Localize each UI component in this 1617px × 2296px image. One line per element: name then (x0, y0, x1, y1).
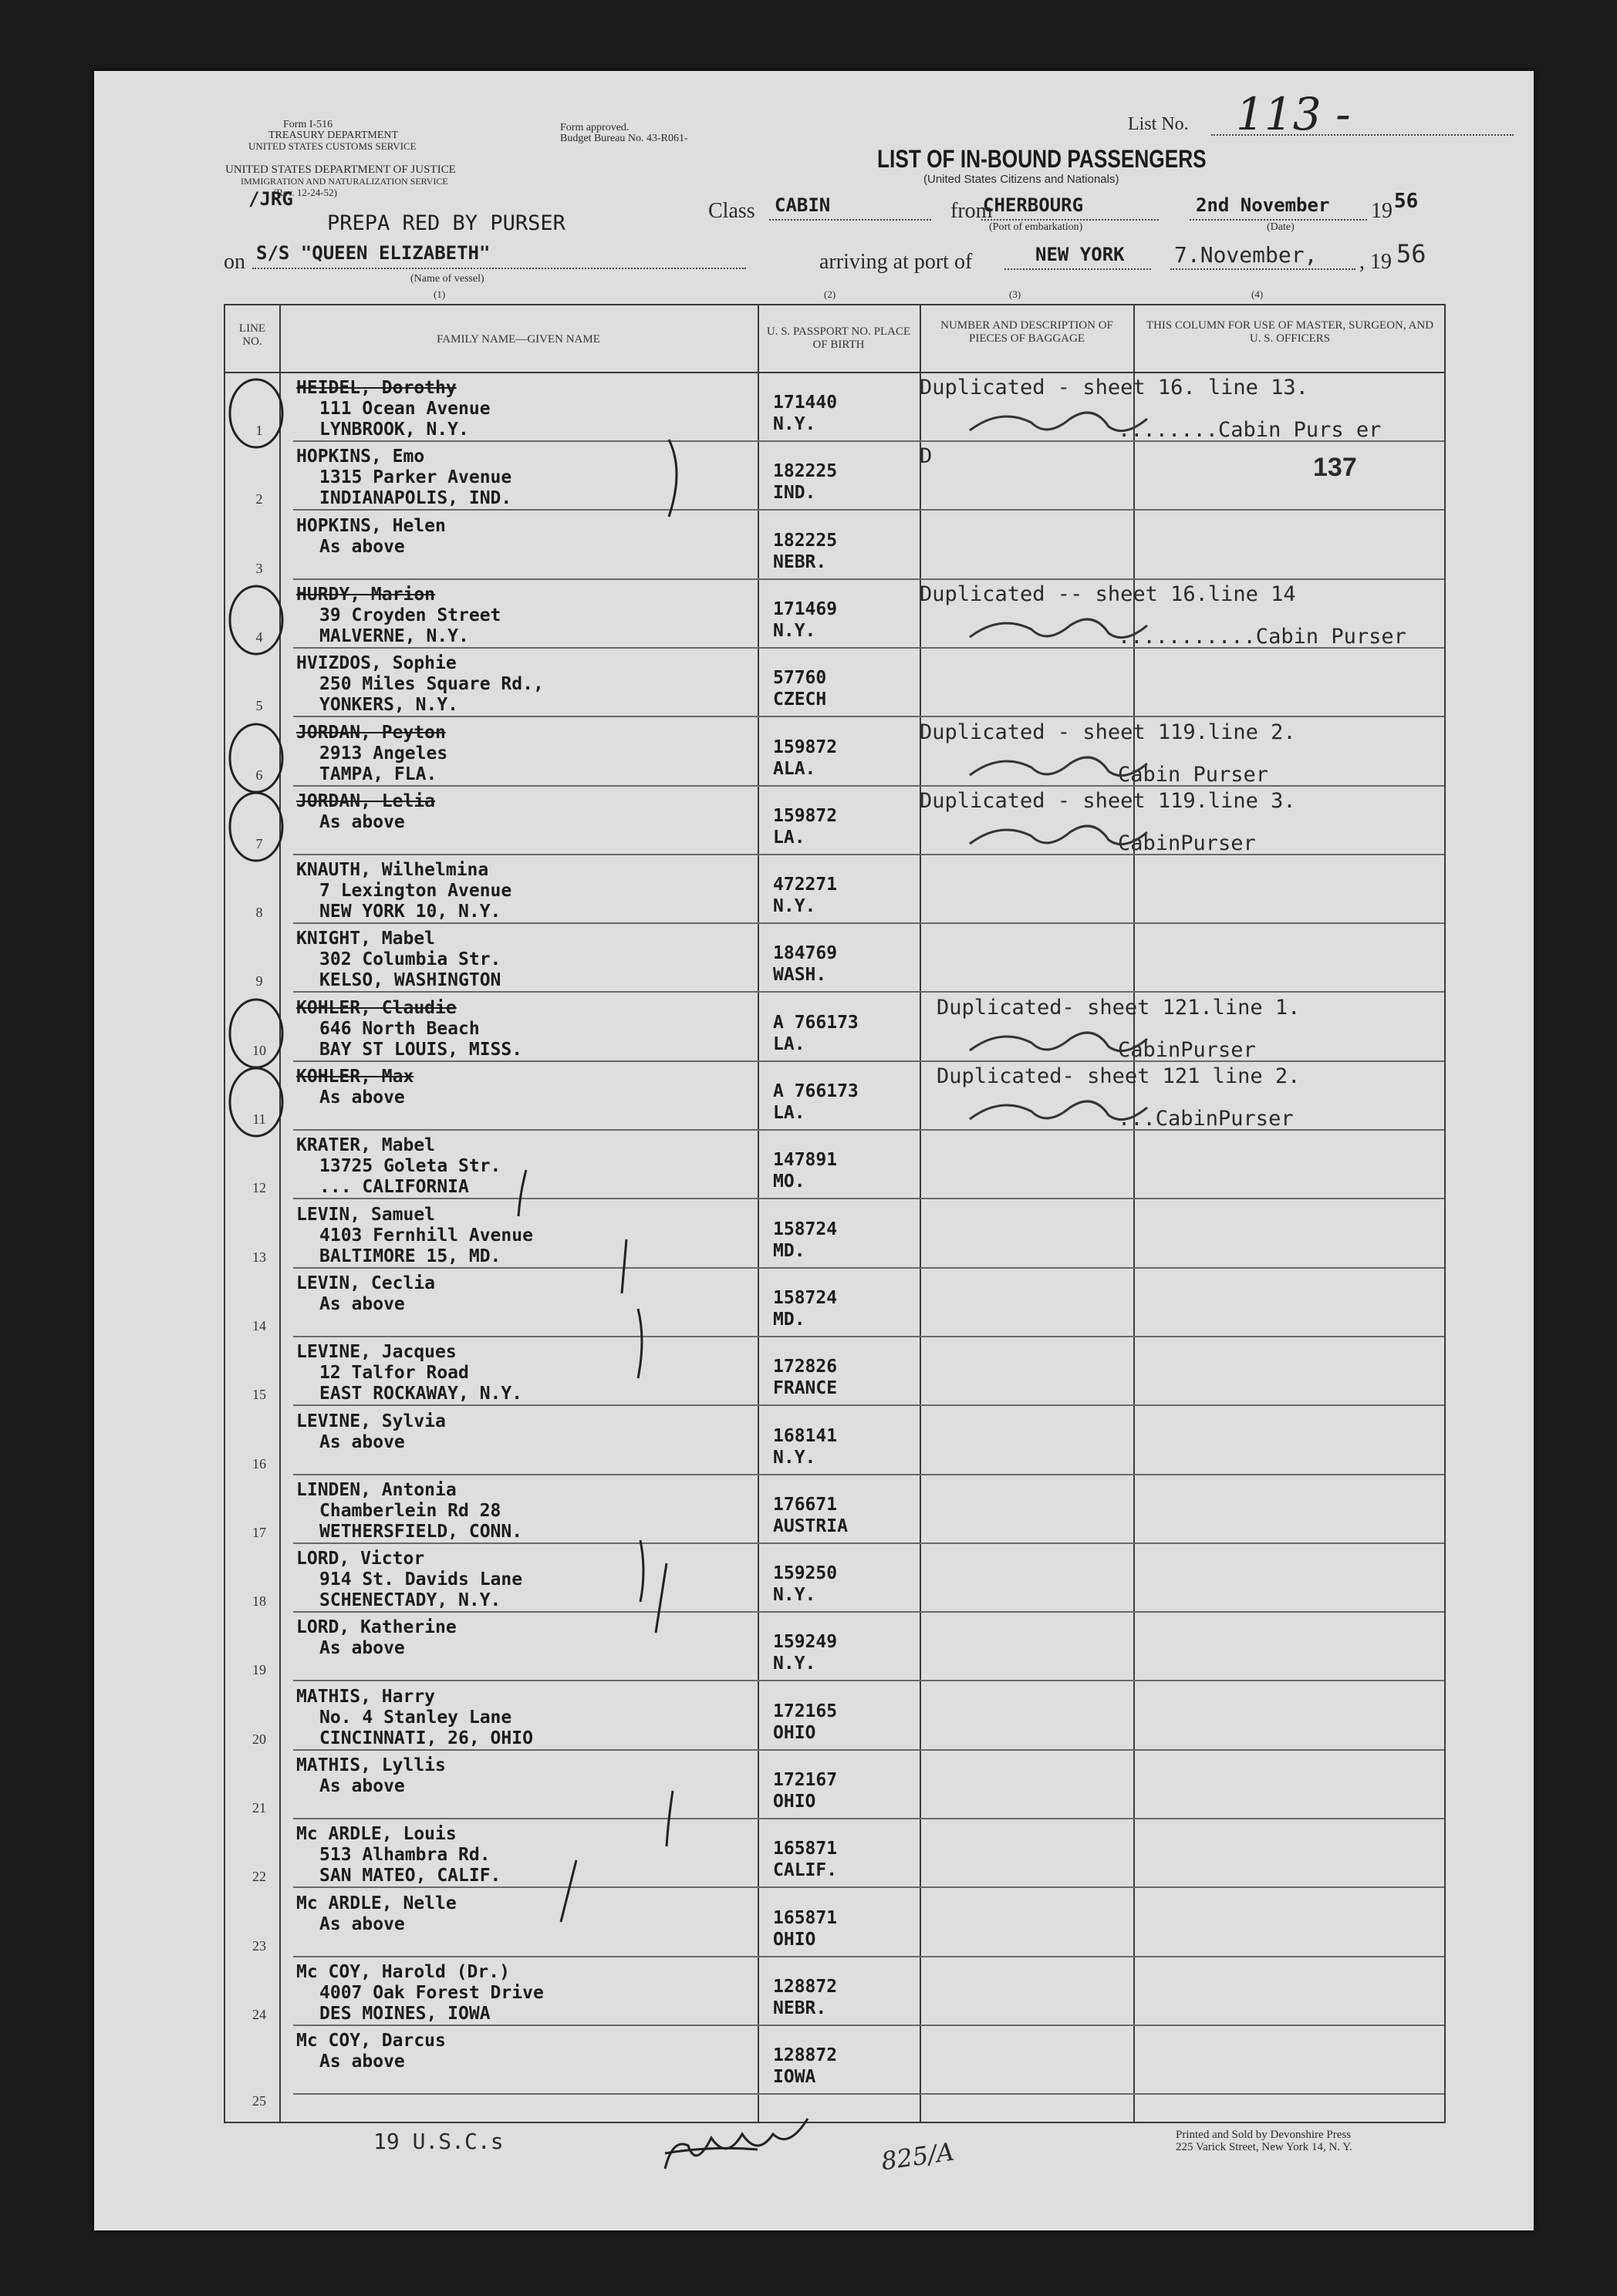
place-of-birth: WASH. (773, 965, 827, 986)
citizen-count: 19 U.S.C.s (373, 2129, 504, 2154)
class-label: Class (708, 199, 755, 223)
line-number-25: 25 (252, 2093, 266, 2109)
class-value: CABIN (775, 194, 831, 216)
place-of-birth: LA. (773, 1103, 805, 1123)
purser-signature-note: ...CabinPurser (1118, 1107, 1294, 1131)
address-line: 4103 Fernhill Avenue (319, 1225, 533, 1246)
city-line: BAY ST LOUIS, MISS. (319, 1039, 523, 1060)
duplicate-note: Duplicated- sheet 121.line 1. (937, 995, 1301, 1020)
place-of-birth: N.Y. (773, 896, 816, 917)
family-given-name: MATHIS, Lyllis (296, 1755, 446, 1775)
ins: IMMIGRATION AND NATURALIZATION SERVICE (241, 176, 448, 187)
family-given-name: MATHIS, Harry (296, 1686, 436, 1707)
city-line: BALTIMORE 15, MD. (319, 1246, 501, 1266)
line-number: 6 (255, 767, 263, 783)
city-line: NEW YORK 10, N.Y. (319, 902, 501, 922)
purser-signature-note: 137 (1313, 453, 1357, 483)
city-line: LYNBROOK, N.Y. (319, 420, 469, 440)
passport-number: A 766173 (773, 1012, 859, 1033)
place-of-birth: ALA. (773, 758, 816, 779)
city-line: DES MOINES, IOWA (319, 2003, 491, 2024)
place-of-birth: LA. (773, 827, 805, 848)
address-line: 914 St. Davids Lane (319, 1569, 523, 1590)
address-line: As above (319, 536, 405, 557)
family-given-name: LORD, Victor (296, 1549, 425, 1569)
address-line: As above (319, 1913, 405, 1934)
line-number: 8 (255, 905, 263, 921)
passport-number: 171469 (773, 598, 838, 619)
place-of-birth: MD. (773, 1240, 805, 1261)
initials: /JRG (248, 188, 293, 210)
place-of-birth: IOWA (773, 2067, 816, 2088)
from-label: from (950, 199, 993, 223)
customs-service: UNITED STATES CUSTOMS SERVICE (248, 140, 417, 152)
city-line: EAST ROCKAWAY, N.Y. (319, 1384, 523, 1404)
city-line: CINCINNATI, 26, OHIO (319, 1728, 533, 1748)
date-year: 56 (1394, 190, 1419, 213)
address-line: 13725 Goleta Str. (319, 1156, 501, 1177)
place-of-birth: N.Y. (773, 620, 816, 641)
place-of-birth: FRANCE (773, 1378, 838, 1399)
place-of-birth: CALIF. (773, 1860, 838, 1881)
initials-scribble (665, 2119, 808, 2169)
family-given-name: LORD, Katherine (296, 1617, 457, 1638)
passenger-list-page (94, 71, 1534, 2230)
arriving-label: arriving at port of (819, 250, 973, 274)
line-number: 1 (255, 423, 263, 438)
place-of-birth: IND. (773, 483, 816, 504)
prepared-by: PREPA RED BY PURSER (327, 211, 565, 235)
line-number: 10 (252, 1042, 266, 1058)
line-number: 13 (252, 1249, 266, 1265)
family-given-name: HVIZDOS, Sophie (296, 653, 457, 674)
header-line-no: LINE NO. (238, 322, 266, 348)
passport-number: 168141 (773, 1425, 838, 1446)
place-of-birth: CZECH (773, 689, 827, 710)
passport-number: 159250 (773, 1563, 838, 1584)
line-number: 15 (252, 1387, 266, 1403)
city-line: ... CALIFORNIA (319, 1177, 469, 1198)
form-number: Form I-516 (283, 119, 333, 130)
address-line: No. 4 Stanley Lane (319, 1707, 512, 1728)
address-line: As above (319, 2052, 405, 2072)
duplicate-note: Duplicated- sheet 121 line 2. (937, 1064, 1301, 1088)
passport-number: 57760 (773, 668, 827, 689)
col2-caption: (2) (824, 288, 836, 300)
line-number: 23 (252, 1937, 266, 1954)
duplicate-note: Duplicated - sheet 16. line 13. (920, 376, 1308, 400)
address-line: 4007 Oak Forest Drive (319, 1982, 544, 2003)
list-title: LIST OF IN-BOUND PASSENGERS (877, 145, 1207, 173)
address-line: 646 North Beach (319, 1018, 480, 1039)
family-given-name: Mc ARDLE, Nelle (296, 1893, 457, 1913)
passport-number: 182225 (773, 461, 838, 482)
line-number: 20 (252, 1731, 266, 1747)
date-year-prefix: 19 (1371, 199, 1393, 223)
address-line: As above (319, 1776, 405, 1796)
address-line: As above (319, 1431, 405, 1452)
budget-bureau: Budget Bureau No. 43-R061- (560, 133, 688, 144)
city-line: KELSO, WASHINGTON (319, 970, 501, 991)
col1-caption: (1) (434, 288, 446, 300)
family-given-name: KOHLER, Claudie (296, 997, 457, 1018)
departure-date: 2nd November (1196, 194, 1330, 216)
duplicate-note: Duplicated - sheet 119.line 3. (920, 788, 1296, 813)
family-given-name: KRATER, Mabel (296, 1135, 436, 1156)
family-given-name: HURDY, Marion (296, 584, 436, 605)
family-given-name: KNIGHT, Mabel (296, 929, 436, 949)
purser-signature-note: Cabin Purser (1118, 762, 1269, 787)
line-number: 7 (255, 835, 263, 851)
address-line: 111 Ocean Avenue (319, 399, 491, 419)
place-of-birth: N.Y. (773, 414, 816, 434)
line-number: 14 (252, 1317, 266, 1333)
place-of-birth: NEBR. (773, 1998, 827, 2018)
place-of-birth: NEBR. (773, 551, 827, 572)
printer-line-2: 225 Varick Street, New York 14, N. Y. (1176, 2141, 1352, 2153)
purser-signature-note: ........Cabin Purs er (1118, 418, 1382, 442)
col3-caption: (3) (1009, 288, 1021, 300)
passport-number: 159872 (773, 805, 838, 826)
duplicate-note: Duplicated -- sheet 16.line 14 (920, 582, 1296, 606)
city-line: SAN MATEO, CALIF. (319, 1866, 501, 1886)
header-baggage: NUMBER AND DESCRIPTION OF PIECES OF BAGGAGE (940, 319, 1113, 345)
city-line: INDIANAPOLIS, IND. (319, 488, 512, 509)
place-of-birth: LA. (773, 1033, 805, 1054)
city-line: WETHERSFIELD, CONN. (319, 1521, 523, 1542)
passport-number: 128872 (773, 2045, 838, 2066)
passport-number: 159249 (773, 1632, 838, 1653)
duplicate-note: D (920, 444, 933, 469)
line-number: 17 (252, 1524, 266, 1540)
on-label: on (224, 250, 245, 274)
line-number: 9 (255, 973, 263, 990)
passport-number: 158724 (773, 1219, 838, 1239)
family-given-name: LEVIN, Ceclia (296, 1273, 436, 1293)
address-line: 39 Croyden Street (319, 605, 501, 625)
line-number: 12 (252, 1180, 266, 1196)
passport-number: 147891 (773, 1150, 838, 1171)
purser-signature-note: CabinPurser (1118, 1037, 1256, 1062)
place-of-birth: OHIO (773, 1929, 816, 1950)
family-given-name: HOPKINS, Emo (296, 447, 425, 467)
family-given-name: HOPKINS, Helen (296, 515, 446, 536)
header-officers: THIS COLUMN FOR USE OF MASTER, SURGEON, AND U. S. OFFICERS (1146, 319, 1434, 345)
date-caption: (Date) (1267, 221, 1295, 233)
family-given-name: JORDAN, Lelia (296, 791, 436, 811)
family-given-name: LEVIN, Samuel (296, 1204, 436, 1225)
address-line: As above (319, 1638, 405, 1659)
place-of-birth: MO. (773, 1172, 805, 1192)
line-number: 22 (252, 1869, 266, 1885)
address-line: 7 Lexington Avenue (319, 881, 512, 902)
passport-number: 165871 (773, 1907, 838, 1928)
address-line: As above (319, 1293, 405, 1314)
address-line: 250 Miles Square Rd., (319, 674, 544, 695)
address-line: 1315 Parker Avenue (319, 467, 512, 488)
line-number: 4 (255, 629, 263, 645)
vessel-caption: (Name of vessel) (410, 273, 484, 285)
family-given-name: LINDEN, Antonia (296, 1479, 457, 1500)
address-line: As above (319, 1087, 405, 1108)
passport-number: 171440 (773, 393, 838, 413)
line-number: 18 (252, 1593, 266, 1610)
passport-number: 165871 (773, 1839, 838, 1859)
passport-number: 176671 (773, 1494, 838, 1515)
family-given-name: Mc COY, Darcus (296, 2031, 446, 2052)
address-line: 12 Talfor Road (319, 1363, 469, 1384)
family-given-name: LEVINE, Jacques (296, 1342, 457, 1363)
line-number: 11 (252, 1111, 266, 1127)
list-no-label: List No. (1128, 114, 1189, 134)
purser-signature-note: CabinPurser (1118, 831, 1256, 855)
city-line: TAMPA, FLA. (319, 764, 437, 784)
arrival-year-prefix: , 19 (1359, 250, 1392, 274)
passport-number: 184769 (773, 943, 838, 964)
line-number: 21 (252, 1800, 266, 1816)
line-number: 5 (255, 698, 263, 714)
passport-number: A 766173 (773, 1081, 859, 1101)
passport-number: 172167 (773, 1770, 838, 1790)
address-line: As above (319, 811, 405, 832)
place-of-birth: AUSTRIA (773, 1515, 848, 1536)
place-of-birth: N.Y. (773, 1447, 816, 1468)
header-name: FAMILY NAME—GIVEN NAME (437, 333, 600, 346)
arrival-date: 7.November, (1174, 242, 1318, 268)
arrival-port: NEW YORK (1035, 244, 1125, 265)
printer-line-1: Printed and Sold by Devonshire Press (1176, 2129, 1352, 2141)
address-line: 302 Columbia Str. (319, 949, 501, 970)
address-line: 513 Alhambra Rd. (319, 1845, 491, 1866)
line-number: 16 (252, 1455, 266, 1472)
handwritten-note: 825/A (879, 2136, 957, 2176)
passport-number: 172826 (773, 1357, 838, 1377)
family-given-name: JORDAN, Peyton (296, 722, 446, 743)
handwritten-marks (94, 71, 1534, 2230)
passport-number: 182225 (773, 530, 838, 551)
passport-number: 472271 (773, 875, 838, 895)
family-given-name: LEVINE, Sylvia (296, 1411, 446, 1431)
address-line: Chamberlein Rd 28 (319, 1500, 501, 1521)
duplicate-note: Duplicated - sheet 119.line 2. (920, 720, 1296, 744)
line-number: 19 (252, 1662, 266, 1678)
line-number: 24 (252, 2006, 266, 2022)
address-line: 2913 Angeles (319, 743, 448, 764)
passport-number: 128872 (773, 1976, 838, 1997)
list-subtitle: (United States Citizens and Nationals) (923, 173, 1119, 186)
family-given-name: Mc COY, Harold (Dr.) (296, 1961, 510, 1982)
place-of-birth: OHIO (773, 1792, 816, 1812)
passport-number: 172165 (773, 1701, 838, 1721)
purser-signature-note: ...........Cabin Purser (1118, 624, 1406, 649)
place-of-birth: N.Y. (773, 1585, 816, 1606)
family-given-name: KNAUTH, Wilhelmina (296, 860, 489, 881)
family-given-name: KOHLER, Max (296, 1067, 414, 1087)
city-line: YONKERS, N.Y. (319, 695, 459, 716)
doj: UNITED STATES DEPARTMENT OF JUSTICE (225, 164, 456, 176)
line-number: 3 (255, 560, 263, 576)
list-no-value: 113 - (1236, 88, 1351, 140)
treasury-dept: TREASURY DEPARTMENT (268, 130, 399, 141)
family-given-name: Mc ARDLE, Louis (296, 1824, 457, 1845)
passport-number: 159872 (773, 737, 838, 757)
embark-caption: (Port of embarkation) (989, 221, 1083, 233)
col4-caption: (4) (1251, 288, 1264, 300)
form-approved: Form approved. (560, 122, 630, 133)
from-value: CHERBOURG (983, 194, 1084, 216)
place-of-birth: MD. (773, 1309, 805, 1330)
passport-number: 158724 (773, 1287, 838, 1308)
place-of-birth: N.Y. (773, 1654, 816, 1674)
place-of-birth: OHIO (773, 1722, 816, 1743)
revision: (Rev. 12-24-52) (273, 187, 337, 198)
arrival-year: 56 (1396, 239, 1426, 268)
vessel-name: S/S "QUEEN ELIZABETH" (256, 242, 491, 264)
city-line: MALVERNE, N.Y. (319, 625, 469, 646)
city-line: SCHENECTADY, N.Y. (319, 1590, 501, 1611)
family-given-name: HEIDEL, Dorothy (296, 378, 457, 398)
line-number: 2 (255, 491, 263, 507)
header-passport: U. S. PASSPORT NO. PLACE OF BIRTH (766, 325, 911, 351)
